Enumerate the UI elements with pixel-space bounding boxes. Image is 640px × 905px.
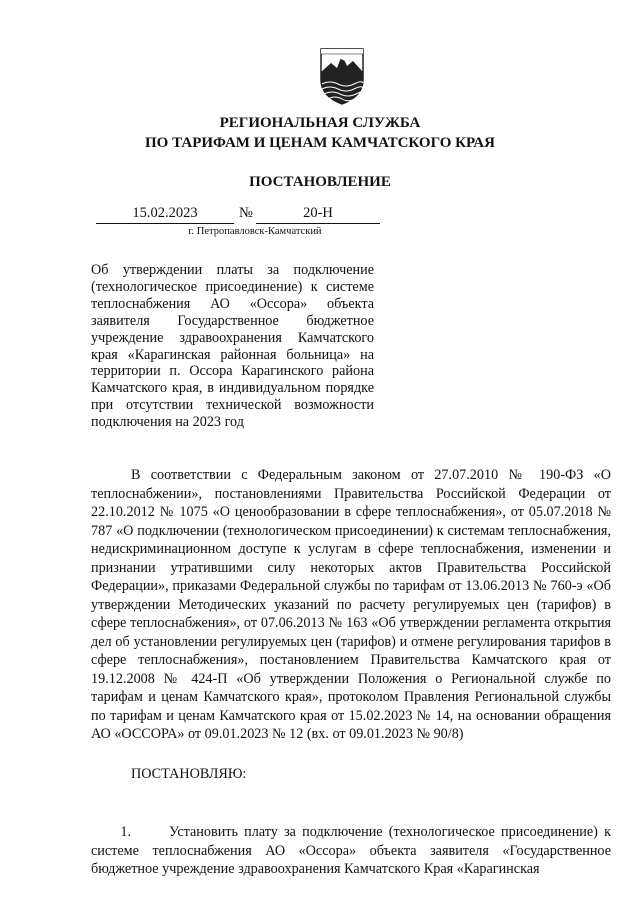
organization-line-2: ПО ТАРИФАМ И ЦЕНАМ КАМЧАТСКОГО КРАЯ (145, 135, 495, 151)
item-1-number: 1. (120, 824, 131, 840)
organization-line-1: РЕГИОНАЛЬНАЯ СЛУЖБА (219, 115, 421, 131)
number-sign: № (239, 205, 253, 221)
item-1-paragraph (91, 823, 611, 879)
item-1-text: Установить плату за подключение (технологическое присоединение) к системе теплоснабжения АО «Оссора» объекта заявителя «Государственное бюджетное учреждение здравоохранения Камчатского Края «Карагинская (91, 824, 611, 877)
document-number: 20-Н (256, 205, 380, 224)
kamchatka-emblem-icon (317, 46, 367, 106)
city-name: г. Петропавловск-Камчатский (188, 226, 322, 237)
organization-name (0, 113, 640, 153)
document-date: 15.02.2023 (96, 205, 234, 224)
preamble-paragraph: В соответствии с Федеральным законом от 27.07.2010 № 190-ФЗ «О теплоснабжении», постановлениями Правительства Российской Федерации от 22.10.2012 № 1075 «О ценообразовании в сфере теплоснабжения», от 05.07.2018 № 787 «О подключении (технологическом присоединении) к системам теплоснабжения, недискриминационном доступе к услугам в сфере теплоснабжения, изменении и признании утратившими силу некоторых актов Правительства Российской Федерации», приказами Федеральной службы по тарифам от 13.06.2013 № 760-э «Об утверждении Методических указаний по расчету регулируемых цен (тарифов) в сфере теплоснабжения», от 07.06.2013 № 163 «Об утверждении регламента открытия дел об установлении регулируемых цен (тарифов) и отмене регулирования тарифов в сфере теплоснабжения», постановлением Правительства Камчатского края от 19.12.2008 № 424-П «Об утверждении Положения о Региональной службе по тарифам и ценам Камчатского края», протоколом Правления Региональной службы по тарифам и ценам Камчатского края от 15.02.2023 № 14, на основании обращения АО «ОССОРА» от 09.01.2023 № 12 (вх. от 09.01.2023 № 90/8) (91, 467, 611, 742)
document-subject: Об утверждении платы за подключение (технологическое присоединение) к системе теплоснабжения АО «Оссора» объекта заявителя Государственное бюджетное учреждение здравоохранения Камчатского края «Карагинская районная больница» на территории п. Оссора Карагинского района Камчатского края, в индивидуальном порядке при отсутствии технической возможности подключения на 2023 год (91, 262, 374, 431)
resolve-heading: ПОСТАНОВЛЯЮ: (131, 766, 247, 782)
document-type: ПОСТАНОВЛЕНИЕ (249, 174, 391, 190)
